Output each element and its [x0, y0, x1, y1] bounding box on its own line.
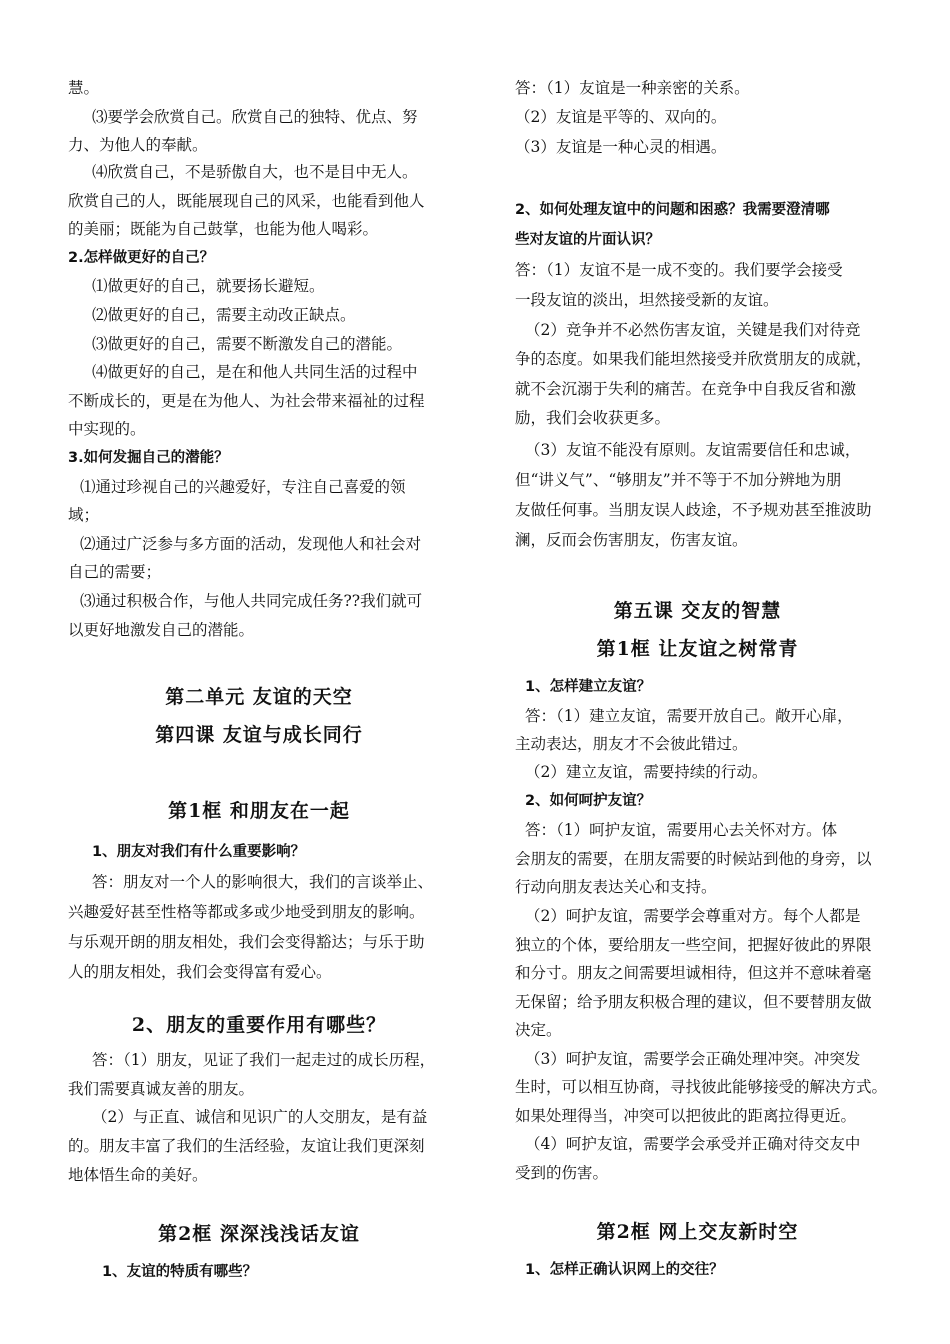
text-line: 域； — [68, 506, 100, 524]
text-line: ⑵通过广泛参与多方面的活动，发现他人和社会对 — [80, 535, 422, 553]
text-line: 一段友谊的淡出，坦然接受新的友谊。 — [515, 291, 779, 309]
text-line: 受到的伤害。 — [515, 1164, 609, 1182]
text-line: 决定。 — [515, 1021, 562, 1039]
section-heading: 第五课 交友的智慧 — [613, 600, 782, 622]
text-line: （3）呵护友谊，需要学会正确处理冲突。冲突发 — [525, 1050, 861, 1068]
text-line: 自己的需要； — [68, 563, 162, 581]
text-line: 答：（1）友谊不是一成不变的。我们要学会接受 — [515, 261, 843, 279]
text-line: 励，我们会收获更多。 — [515, 409, 671, 427]
text-line: 与乐观开朗的朋友相处，我们会变得豁达；与乐于助 — [68, 933, 425, 951]
text-line: ⑶要学会欣赏自己。欣赏自己的独特、优点、努 — [92, 108, 418, 126]
text-line: 答：（1）友谊是一种亲密的关系。 — [515, 79, 750, 97]
text-line: ⑷欣赏自己，不是骄傲自大，也不是目中无人。 — [92, 163, 418, 181]
text-line: （2）竞争并不必然伤害友谊，关键是我们对待竞 — [525, 321, 861, 339]
text-line: ⑶做更好的自己，需要不断激发自己的潜能。 — [92, 335, 403, 353]
text-line: ⑶通过积极合作，与他人共同完成任务??我们就可 — [80, 592, 423, 610]
text-line: 行动向朋友表达关心和支持。 — [515, 878, 717, 896]
text-line: （2）建立友谊，需要持续的行动。 — [525, 763, 768, 781]
question-heading: 2.怎样做更好的自己？ — [68, 250, 215, 266]
question-heading: 些对友谊的片面认识？ — [515, 232, 660, 248]
text-line: 就不会沉溺于失利的痛苦。在竞争中自我反省和激 — [515, 380, 857, 398]
text-line: 澜，反而会伤害朋友，伤害友谊。 — [515, 531, 748, 549]
text-line: 但“讲义气”、“够朋友”并不等于不加分辨地为朋 — [515, 471, 842, 489]
text-line: 兴趣爱好甚至性格等都或多或少地受到朋友的影响。 — [68, 903, 425, 921]
text-line: （4）呵护友谊，需要学会承受并正确对待交友中 — [525, 1135, 861, 1153]
question-heading: 1、朋友对我们有什么重要影响？ — [92, 844, 306, 860]
text-line: 答：朋友对一个人的影响很大，我们的言谈举止、 — [92, 873, 434, 891]
text-line: 生时，可以相互协商，寻找彼此能够接受的解决方式。 — [515, 1078, 888, 1096]
text-line: 我们需要真诚友善的朋友。 — [68, 1080, 255, 1098]
section-heading: 第二单元 友谊的天空 — [165, 686, 353, 708]
text-line: 中实现的。 — [68, 420, 146, 438]
question-heading: 1、怎样正确认识网上的交往？ — [525, 1262, 724, 1278]
question-heading: 1、友谊的特质有哪些？ — [102, 1264, 258, 1280]
text-line: 答：（1）朋友，见证了我们一起走过的成长历程， — [92, 1051, 436, 1069]
text-line: 会朋友的需要，在朋友需要的时候站到他的身旁，以 — [515, 850, 872, 868]
text-line: 答：（1）呵护友谊，需要用心去关怀对方。体 — [525, 821, 838, 839]
question-heading: 2、如何呵护友谊？ — [525, 793, 652, 809]
text-line: 人的朋友相处，我们会变得富有爱心。 — [68, 963, 332, 981]
section-heading: 第四课 友谊与成长同行 — [155, 724, 363, 746]
section-heading: 第1框 和朋友在一起 — [168, 800, 350, 822]
section-heading: 第1框 让友谊之树常青 — [596, 638, 799, 660]
text-line: ⑷做更好的自己，是在和他人共同生活的过程中 — [92, 363, 418, 381]
text-line: 如果处理得当，冲突可以把彼此的距离拉得更近。 — [515, 1107, 857, 1125]
section-heading: 2、朋友的重要作用有哪些？ — [131, 1014, 387, 1036]
text-line: （2）呵护友谊，需要学会尊重对方。每个人都是 — [525, 907, 861, 925]
text-line: 和分寸。朋友之间需要坦诚相待，但这并不意味着毫 — [515, 964, 872, 982]
text-line: 以更好地激发自己的潜能。 — [68, 621, 255, 639]
text-line: 无保留；给予朋友积极合理的建议，但不要替朋友做 — [515, 993, 872, 1011]
text-line: ⑴做更好的自己，就要扬长避短。 — [92, 277, 325, 295]
text-line: ⑵做更好的自己，需要主动改正缺点。 — [92, 306, 356, 324]
text-line: （2）与正直、诚信和见识广的人交朋友，是有益 — [92, 1108, 428, 1126]
text-line: 争的态度。如果我们能坦然接受并欣赏朋友的成就， — [515, 350, 872, 368]
text-line: （3）友谊是一种心灵的相遇。 — [515, 138, 727, 156]
section-heading: 第2框 深深浅浅话友谊 — [158, 1223, 360, 1245]
text-line: 的美丽；既能为自己鼓掌，也能为他人喝彩。 — [68, 220, 379, 238]
question-heading: 1、怎样建立友谊？ — [525, 679, 652, 695]
question-heading: 2、如何处理友谊中的问题和困惑？我需要澄清哪 — [515, 202, 830, 218]
text-line: 的。朋友丰富了我们的生活经验，友谊让我们更深刻 — [68, 1137, 425, 1155]
text-line: 答：（1）建立友谊，需要开放自己。敞开心扉， — [525, 707, 853, 725]
text-line: 地体悟生命的美好。 — [68, 1166, 208, 1184]
text-line: 力、为他人的奉献。 — [68, 136, 208, 154]
text-line: 慧。 — [68, 79, 100, 97]
text-line: （3）友谊不能没有原则。友谊需要信任和忠诚， — [525, 441, 861, 459]
section-heading: 第2框 网上交友新时空 — [596, 1221, 799, 1243]
text-line: 独立的个体，要给朋友一些空间，把握好彼此的界限 — [515, 936, 872, 954]
text-line: 不断成长的，更是在为他人、为社会带来福祉的过程 — [68, 392, 425, 410]
text-line: 友做任何事。当朋友误人歧途，不予规劝甚至推波助 — [515, 501, 872, 519]
text-line: ⑴通过珍视自己的兴趣爱好，专注自己喜爱的领 — [80, 478, 406, 496]
text-line: （2）友谊是平等的、双向的。 — [515, 108, 727, 126]
text-line: 主动表达，朋友才不会彼此错过。 — [515, 735, 748, 753]
text-line: 欣赏自己的人，既能展现自己的风采，也能看到他人 — [68, 192, 425, 210]
question-heading: 3.如何发掘自己的潜能？ — [68, 450, 229, 466]
